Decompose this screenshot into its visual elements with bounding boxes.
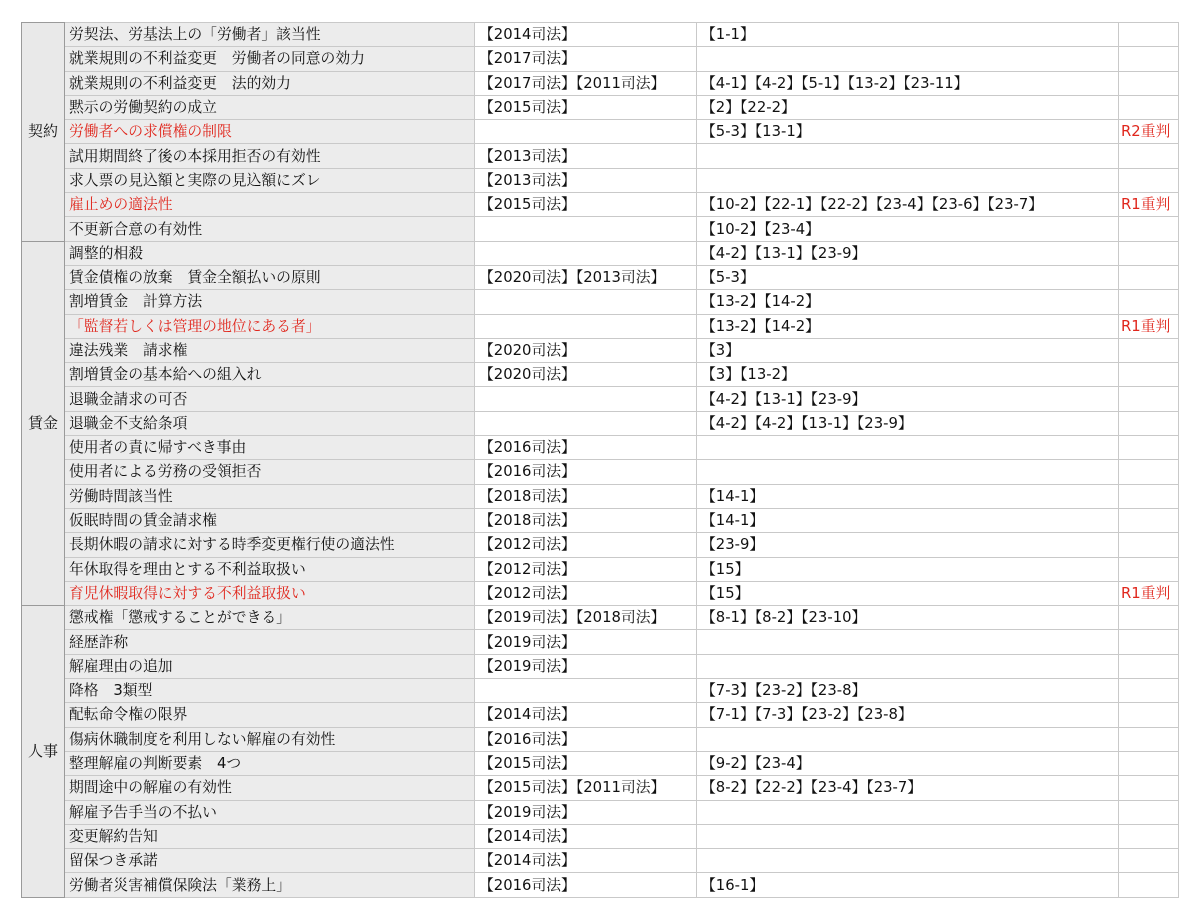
- reference-cell: 【14-1】: [697, 508, 1119, 532]
- note-cell: [1119, 241, 1179, 265]
- table-row: [22, 338, 1179, 362]
- table-row: [22, 193, 1179, 217]
- note-cell: [1119, 290, 1179, 314]
- topic-cell: 就業規則の不利益変更 労働者の同意の効力: [65, 47, 475, 71]
- note-cell: R1重判: [1119, 581, 1179, 605]
- table-row: [22, 460, 1179, 484]
- exam-cell: 【2012司法】: [475, 557, 697, 581]
- exam-cell: 【2014司法】: [475, 824, 697, 848]
- exam-cell: 【2020司法】: [475, 338, 697, 362]
- reference-cell: 【8-2】【22-2】【23-4】【23-7】: [697, 776, 1119, 800]
- exam-cell: 【2018司法】: [475, 508, 697, 532]
- note-cell: [1119, 654, 1179, 678]
- note-cell: [1119, 338, 1179, 362]
- table-row: [22, 363, 1179, 387]
- reference-cell: [697, 460, 1119, 484]
- reference-cell: 【3】【13-2】: [697, 363, 1119, 387]
- exam-cell: 【2020司法】: [475, 363, 697, 387]
- exam-cell: 【2015司法】: [475, 95, 697, 119]
- table-row: [22, 751, 1179, 775]
- topic-cell: 年休取得を理由とする不利益取扱い: [65, 557, 475, 581]
- table-row: [22, 776, 1179, 800]
- table-row: [22, 71, 1179, 95]
- reference-cell: [697, 849, 1119, 873]
- note-cell: [1119, 508, 1179, 532]
- reference-cell: [697, 654, 1119, 678]
- exam-cell: 【2016司法】: [475, 436, 697, 460]
- topic-cell: 降格 3類型: [65, 679, 475, 703]
- exam-cell: [475, 411, 697, 435]
- topic-cell: 懲戒権「懲戒することができる」: [65, 606, 475, 630]
- note-cell: [1119, 217, 1179, 241]
- reference-cell: [697, 824, 1119, 848]
- exam-cell: [475, 314, 697, 338]
- table-row: [22, 873, 1179, 897]
- exam-cell: 【2014司法】: [475, 703, 697, 727]
- reference-cell: 【10-2】【22-1】【22-2】【23-4】【23-6】【23-7】: [697, 193, 1119, 217]
- topic-cell: 労働者への求償権の制限: [65, 120, 475, 144]
- topic-cell: 長期休暇の請求に対する時季変更権行使の適法性: [65, 533, 475, 557]
- topic-cell: 試用期間終了後の本採用拒否の有効性: [65, 144, 475, 168]
- table-row: [22, 557, 1179, 581]
- topic-cell: 傷病休職制度を利用しない解雇の有効性: [65, 727, 475, 751]
- note-cell: [1119, 849, 1179, 873]
- reference-cell: 【16-1】: [697, 873, 1119, 897]
- reference-cell: 【23-9】: [697, 533, 1119, 557]
- note-cell: [1119, 95, 1179, 119]
- table-row: [22, 630, 1179, 654]
- note-cell: [1119, 387, 1179, 411]
- topic-cell: 整理解雇の判断要素 4つ: [65, 751, 475, 775]
- exam-cell: 【2016司法】: [475, 873, 697, 897]
- reference-cell: [697, 800, 1119, 824]
- note-cell: [1119, 265, 1179, 289]
- reference-cell: 【2】【22-2】: [697, 95, 1119, 119]
- exam-cell: 【2019司法】【2018司法】: [475, 606, 697, 630]
- table-row: [22, 581, 1179, 605]
- topic-cell: 労働時間該当性: [65, 484, 475, 508]
- exam-cell: 【2020司法】【2013司法】: [475, 265, 697, 289]
- table-row: [22, 217, 1179, 241]
- reference-cell: 【1-1】: [697, 23, 1119, 47]
- note-cell: [1119, 363, 1179, 387]
- note-cell: R1重判: [1119, 193, 1179, 217]
- topic-cell: 求人票の見込額と実際の見込額にズレ: [65, 168, 475, 192]
- exam-cell: [475, 290, 697, 314]
- exam-cell: 【2015司法】【2011司法】: [475, 776, 697, 800]
- note-cell: [1119, 47, 1179, 71]
- reference-cell: 【13-2】【14-2】: [697, 314, 1119, 338]
- reference-cell: 【9-2】【23-4】: [697, 751, 1119, 775]
- table-row: [22, 679, 1179, 703]
- category-cell: 契約: [22, 23, 65, 242]
- reference-cell: 【3】: [697, 338, 1119, 362]
- reference-cell: 【4-2】【13-1】【23-9】: [697, 387, 1119, 411]
- reference-cell: 【7-1】【7-3】【23-2】【23-8】: [697, 703, 1119, 727]
- note-cell: [1119, 703, 1179, 727]
- table-row: [22, 727, 1179, 751]
- exam-cell: 【2013司法】: [475, 144, 697, 168]
- note-cell: [1119, 679, 1179, 703]
- exam-cell: [475, 120, 697, 144]
- note-cell: [1119, 800, 1179, 824]
- category-cell: 人事: [22, 606, 65, 898]
- exam-cell: 【2012司法】: [475, 533, 697, 557]
- reference-cell: 【4-1】【4-2】【5-1】【13-2】【23-11】: [697, 71, 1119, 95]
- note-cell: [1119, 460, 1179, 484]
- reference-cell: [697, 144, 1119, 168]
- exam-cell: 【2015司法】: [475, 751, 697, 775]
- note-cell: [1119, 168, 1179, 192]
- exam-cell: 【2016司法】: [475, 460, 697, 484]
- note-cell: [1119, 144, 1179, 168]
- table-row: [22, 95, 1179, 119]
- reference-cell: [697, 436, 1119, 460]
- topic-cell: 解雇予告手当の不払い: [65, 800, 475, 824]
- note-cell: [1119, 824, 1179, 848]
- topic-cell: 労働者災害補償保険法「業務上」: [65, 873, 475, 897]
- table-row: [22, 533, 1179, 557]
- topic-cell: 変更解約告知: [65, 824, 475, 848]
- topic-cell: 調整的相殺: [65, 241, 475, 265]
- topic-cell: 賃金債権の放棄 賃金全額払いの原則: [65, 265, 475, 289]
- reference-cell: [697, 630, 1119, 654]
- table-row: [22, 703, 1179, 727]
- reference-cell: 【4-2】【13-1】【23-9】: [697, 241, 1119, 265]
- table-row: [22, 606, 1179, 630]
- topic-cell: 労契法、労基法上の「労働者」該当性: [65, 23, 475, 47]
- exam-cell: 【2017司法】: [475, 47, 697, 71]
- reference-cell: 【15】: [697, 581, 1119, 605]
- note-cell: [1119, 484, 1179, 508]
- note-cell: [1119, 71, 1179, 95]
- reference-cell: 【5-3】: [697, 265, 1119, 289]
- topic-cell: 配転命令権の限界: [65, 703, 475, 727]
- table-row: [22, 849, 1179, 873]
- table-row: [22, 23, 1179, 47]
- exam-cell: 【2016司法】: [475, 727, 697, 751]
- table-body: [22, 23, 1179, 898]
- reference-cell: 【8-1】【8-2】【23-10】: [697, 606, 1119, 630]
- note-cell: [1119, 776, 1179, 800]
- exam-cell: 【2014司法】: [475, 849, 697, 873]
- topic-cell: 就業規則の不利益変更 法的効力: [65, 71, 475, 95]
- table-row: [22, 436, 1179, 460]
- topic-cell: 退職金不支給条項: [65, 411, 475, 435]
- exam-cell: 【2019司法】: [475, 630, 697, 654]
- topic-cell: 不更新合意の有効性: [65, 217, 475, 241]
- topic-cell: 「監督若しくは管理の地位にある者」: [65, 314, 475, 338]
- table-row: [22, 387, 1179, 411]
- topic-cell: 仮眠時間の賃金請求権: [65, 508, 475, 532]
- reference-cell: 【5-3】【13-1】: [697, 120, 1119, 144]
- topic-cell: 使用者の責に帰すべき事由: [65, 436, 475, 460]
- exam-cell: 【2012司法】: [475, 581, 697, 605]
- note-cell: [1119, 436, 1179, 460]
- topic-cell: 使用者による労務の受領拒否: [65, 460, 475, 484]
- exam-cell: 【2014司法】: [475, 23, 697, 47]
- note-cell: [1119, 630, 1179, 654]
- note-cell: [1119, 411, 1179, 435]
- exam-cell: 【2017司法】【2011司法】: [475, 71, 697, 95]
- exam-cell: [475, 241, 697, 265]
- table-row: [22, 168, 1179, 192]
- note-cell: [1119, 873, 1179, 897]
- exam-cell: 【2018司法】: [475, 484, 697, 508]
- topic-cell: 期間途中の解雇の有効性: [65, 776, 475, 800]
- exam-cell: 【2019司法】: [475, 654, 697, 678]
- note-cell: [1119, 23, 1179, 47]
- note-cell: [1119, 606, 1179, 630]
- topic-cell: 黙示の労働契約の成立: [65, 95, 475, 119]
- exam-cell: [475, 217, 697, 241]
- table-row: [22, 508, 1179, 532]
- topic-cell: 解雇理由の追加: [65, 654, 475, 678]
- topic-cell: 留保つき承諾: [65, 849, 475, 873]
- exam-cell: [475, 679, 697, 703]
- reference-cell: 【10-2】【23-4】: [697, 217, 1119, 241]
- labor-law-topic-table: [21, 22, 1179, 898]
- note-cell: [1119, 557, 1179, 581]
- topic-cell: 割増賃金 計算方法: [65, 290, 475, 314]
- topic-cell: 違法残業 請求権: [65, 338, 475, 362]
- table-row: [22, 314, 1179, 338]
- reference-cell: 【4-2】【4-2】【13-1】【23-9】: [697, 411, 1119, 435]
- table-row: [22, 241, 1179, 265]
- category-cell: 賃金: [22, 241, 65, 605]
- topic-cell: 雇止めの適法性: [65, 193, 475, 217]
- table-row: [22, 265, 1179, 289]
- topic-cell: 割増賃金の基本給への組入れ: [65, 363, 475, 387]
- table-row: [22, 824, 1179, 848]
- table-row: [22, 411, 1179, 435]
- note-cell: R1重判: [1119, 314, 1179, 338]
- reference-cell: 【13-2】【14-2】: [697, 290, 1119, 314]
- table-row: [22, 800, 1179, 824]
- reference-cell: 【15】: [697, 557, 1119, 581]
- table-row: [22, 654, 1179, 678]
- spreadsheet: [21, 22, 1179, 898]
- note-cell: [1119, 727, 1179, 751]
- exam-cell: [475, 387, 697, 411]
- exam-cell: 【2019司法】: [475, 800, 697, 824]
- topic-cell: 育児休暇取得に対する不利益取扱い: [65, 581, 475, 605]
- table-row: [22, 484, 1179, 508]
- note-cell: [1119, 751, 1179, 775]
- table-row: [22, 144, 1179, 168]
- topic-cell: 経歴詐称: [65, 630, 475, 654]
- reference-cell: [697, 727, 1119, 751]
- topic-cell: 退職金請求の可否: [65, 387, 475, 411]
- table-row: [22, 47, 1179, 71]
- exam-cell: 【2013司法】: [475, 168, 697, 192]
- reference-cell: 【7-3】【23-2】【23-8】: [697, 679, 1119, 703]
- table-row: [22, 290, 1179, 314]
- reference-cell: 【14-1】: [697, 484, 1119, 508]
- table-row: [22, 120, 1179, 144]
- note-cell: [1119, 533, 1179, 557]
- reference-cell: [697, 47, 1119, 71]
- reference-cell: [697, 168, 1119, 192]
- note-cell: R2重判: [1119, 120, 1179, 144]
- exam-cell: 【2015司法】: [475, 193, 697, 217]
